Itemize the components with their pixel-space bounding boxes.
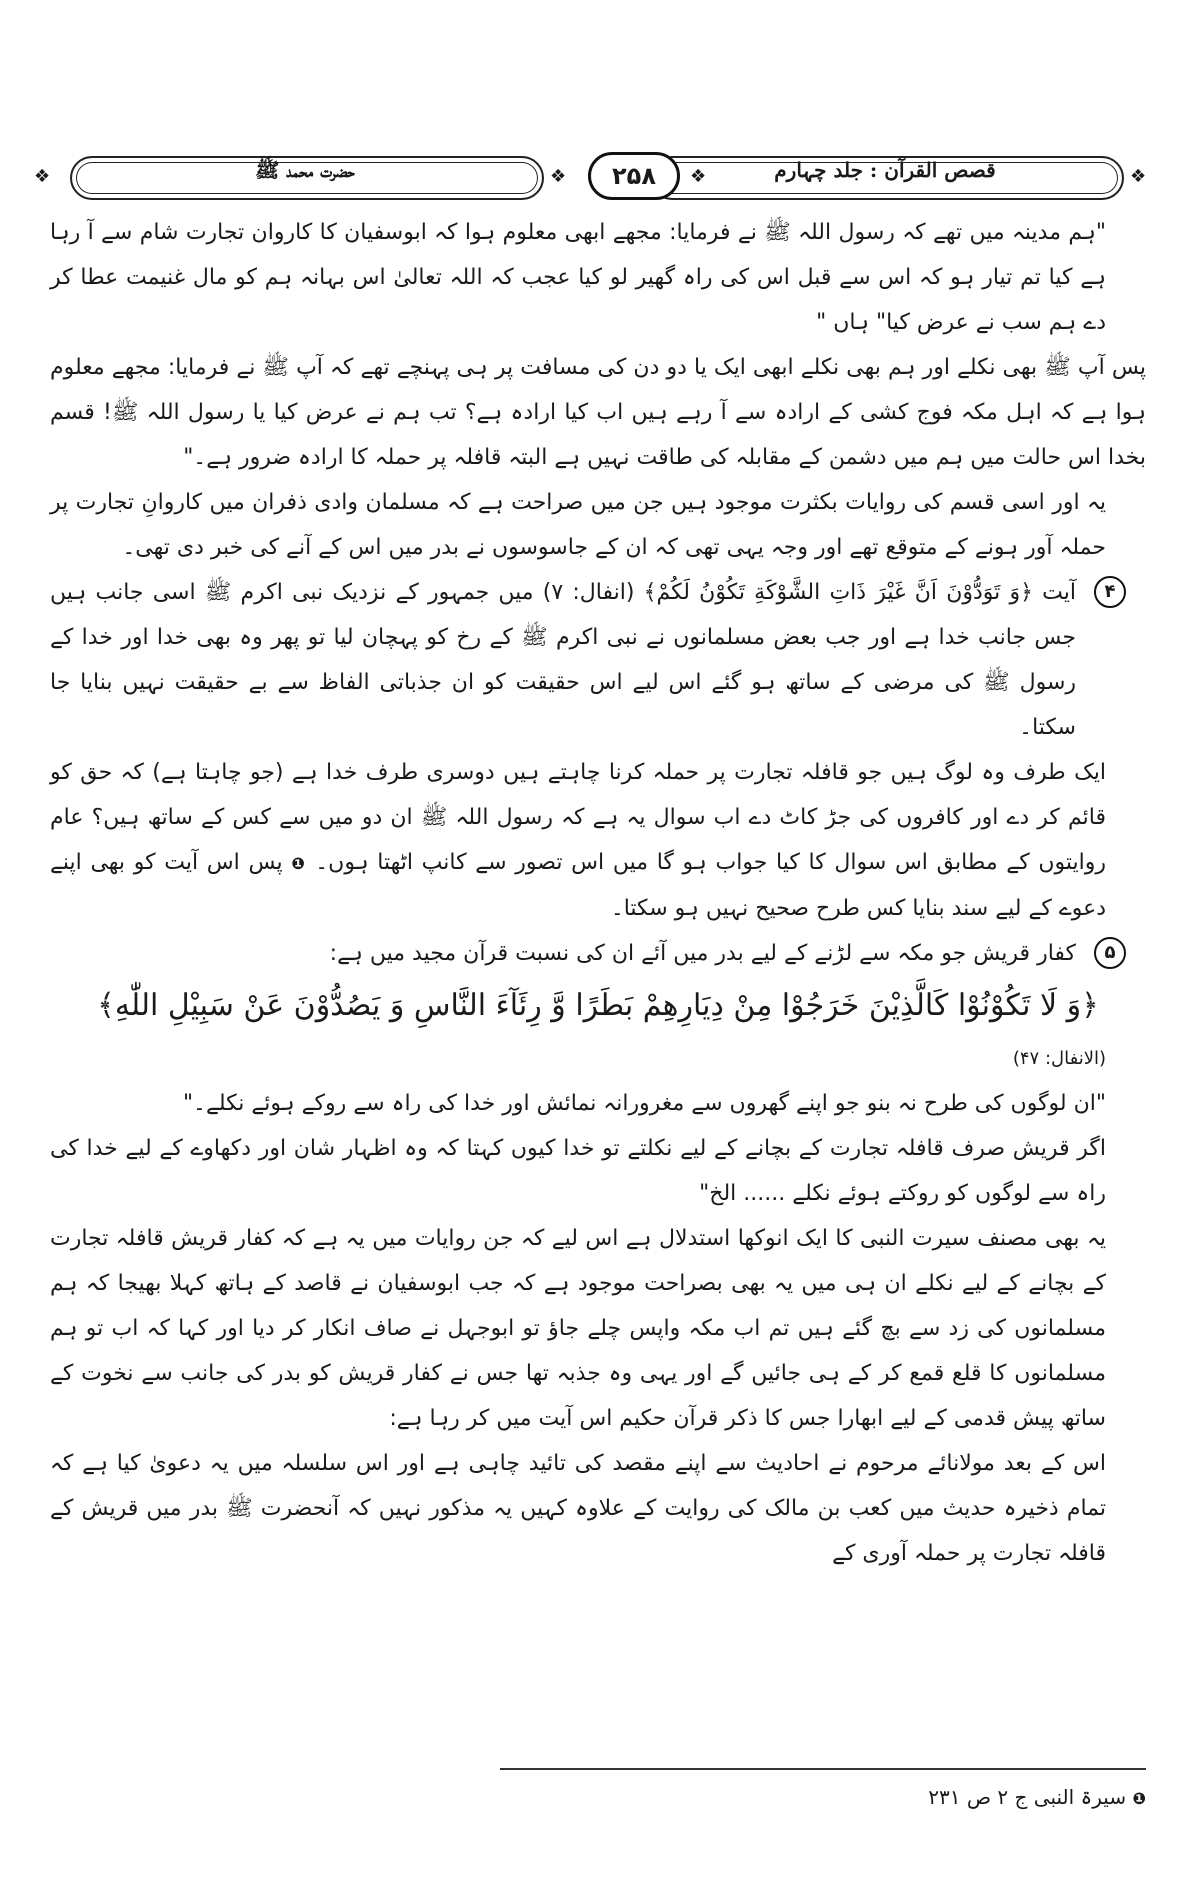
paragraph-text: پس اس آیت کو بھی اپنے دعوے کے لیے سند بنایا کس طرح صحیح نہیں ہو سکتا۔ xyxy=(50,850,1106,921)
verse-reference: (الانفال: ۴۷) xyxy=(1012,1048,1106,1069)
paragraph: "ہم مدینہ میں تھے کہ رسول اللہ ﷺ نے فرمایا: مجھے ابھی معلوم ہوا کہ ابوسفیان کا کاروان تجارت شام سے آ رہا ہے کیا تم تیار ہو کہ اس سے قبل اس کی راہ گھیر لو کیا عجب کہ اللہ تعالیٰ اس بہانہ ہم کو مال غنیمت عطا کر دے ہم سب نے عرض کیا" ہاں " xyxy=(50,220,1106,335)
footnote-marker[interactable]: ❶ xyxy=(291,854,307,873)
page-header xyxy=(30,150,1160,210)
chapter-title: حضرت محمد ﷺ xyxy=(255,158,355,182)
paragraph: اس کے بعد مولانائے مرحوم نے احادیث سے اپنے مقصد کی تائید چاہی ہے اور اس سلسلہ میں یہ دعویٰ کیا ہے کہ تمام ذخیرہ حدیث میں کعب بن مالک کی روایت کے علاوہ کہیں یہ مذکور نہیں کہ آنحضرت ﷺ بدر میں قریش کے قافلہ تجارت پر حملہ آوری کے xyxy=(50,1451,1106,1566)
header-ornament-icon: ❖ xyxy=(550,166,567,187)
paragraph: یہ اور اسی قسم کی روایات بکثرت موجود ہیں جن میں صراحت ہے کہ مسلمان وادی ذفران میں کاروانِ تجارت پر حملہ آور ہونے کے متوقع تھے اور وجہ یہی تھی کہ ان کے جاسوسوں نے بدر میں اس کے آنے کی خبر دی تھی۔ xyxy=(50,490,1106,560)
point-number: ۴ xyxy=(1094,576,1126,608)
header-ornament-icon: ❖ xyxy=(34,166,51,187)
paragraph-text: ایک طرف وہ لوگ ہیں جو قافلہ تجارت پر حملہ کرنا چاہتے ہیں دوسری طرف خدا ہے (جو چاہتا ہے) کہ حق کو قائم کر دے اور کافروں کی جڑ کاٹ دے اب سوال یہ ہے کہ رسول اللہ ﷺ ان دو میں سے کس کے ساتھ ہیں؟ عام روایتوں کے مطابق اس سوال کا کیا جواب ہو گا میں اس تصور سے کانپ اٹھتا ہوں۔ xyxy=(50,760,1107,875)
header-ornament-icon: ❖ xyxy=(1130,166,1147,187)
paragraph: اگر قریش صرف قافلہ تجارت کے بچانے کے لیے نکلتے تو خدا کیوں کہتا کہ وہ اظہار شان اور دکھاوے کے لیے خدا کی راہ سے لوگوں کو روکتے ہوئے نکلے ...... الخ" xyxy=(50,1136,1106,1206)
footnote xyxy=(500,1785,1146,1809)
point-text: آیت ﴿وَ تَوَدُّوْنَ اَنَّ غَيْرَ ذَاتِ الشَّوْكَةِ تَكُوْنُ لَكُمْ﴾ (انفال: ۷) میں جمہور کے نزدیک نبی اکرم ﷺ اسی جانب ہیں جس جانب خدا ہے اور جب بعض مسلمانوں نے نبی اکرم ﷺ کے رخ کو پہچان لیا تو پھر وہ بھی خدا اور خدا کے رسول ﷺ کی مرضی کے ساتھ ہو گئے اس لیے اس حقیقت کو ان جذباتی الفاظ سے بے حقیقت نہیں بنایا جا سکتا۔ xyxy=(50,580,1077,740)
page-number: ۲۵۸ xyxy=(588,152,680,200)
page-body xyxy=(50,210,1146,1576)
numbered-point-4 xyxy=(50,570,1146,750)
footnote-divider xyxy=(500,1768,1146,1770)
quran-verse: ﴿وَ لَا تَكُوْنُوْا كَالَّذِيْنَ خَرَجُوْا مِنْ دِيَارِهِمْ بَطَرًا وَّ رِئَآءَ النَّاسِ وَ يَصُدُّوْنَ عَنْ سَبِيْلِ اللّٰهِ﴾ xyxy=(97,988,1099,1023)
point-text: کفار قریش جو مکہ سے لڑنے کے لیے بدر میں آئے ان کی نسبت قرآن مجید میں ہے: xyxy=(329,941,1076,966)
paragraph: یہ بھی مصنف سیرت النبی کا ایک انوکھا استدلال ہے اس لیے کہ جن روایات میں یہ ہے کہ کفار قریش قافلہ تجارت کے بچانے کے لیے نکلے ان ہی میں یہ بھی بصراحت موجود ہے کہ جب ابوسفیان نے قاصد کے ہاتھ کہلا بھیجا کہ ہم مسلمانوں کی زد سے بچ گئے ہیں تم اب مکہ واپس چلے جاؤ تو ابوجہل نے صاف انکار کر دیا اور کہا کہ اب تو ہم مسلمانوں کا قلع قمع کر کے ہی جائیں گے اور یہی وہ جذبہ تھا جس نے کفار قریش کو بدر کی جانب سے نخوت کے ساتھ پیش قدمی کے لیے ابھارا جس کا ذکر قرآن حکیم اس آیت میں کر رہا ہے: xyxy=(50,1226,1106,1431)
paragraph: "ان لوگوں کی طرح نہ بنو جو اپنے گھروں سے مغرورانہ نمائش اور خدا کی راہ سے روکے ہوئے نکلے۔" xyxy=(182,1091,1106,1116)
paragraph: پس آپ ﷺ بھی نکلے اور ہم بھی نکلے ابھی ایک یا دو دن کی مسافت پر ہی پہنچے تھے کہ آپ ﷺ نے فرمایا: مجھے معلوم ہوا ہے کہ اہل مکہ فوج کشی کے ارادہ سے آ رہے ہیں اب کیا ارادہ ہے؟ تب ہم نے عرض کیا یا رسول اللہ ﷺ! قسم بخدا اس حالت میں ہم میں دشمن کے مقابلہ کی طاقت نہیں ہے البتہ قافلہ پر حملہ کا ارادہ ضرور ہے۔" xyxy=(50,355,1146,470)
header-ornament-icon: ❖ xyxy=(690,166,707,187)
numbered-point-5 xyxy=(50,931,1146,976)
book-title: قصص القرآن : جلد چہارم xyxy=(774,158,996,182)
footnote-text: سیرۃ النبی ج ۲ ص ۲۳۱ xyxy=(928,1785,1127,1809)
point-number: ۵ xyxy=(1094,937,1126,969)
footnote-marker: ❶ xyxy=(1132,1789,1146,1808)
paragraph xyxy=(50,750,1146,931)
